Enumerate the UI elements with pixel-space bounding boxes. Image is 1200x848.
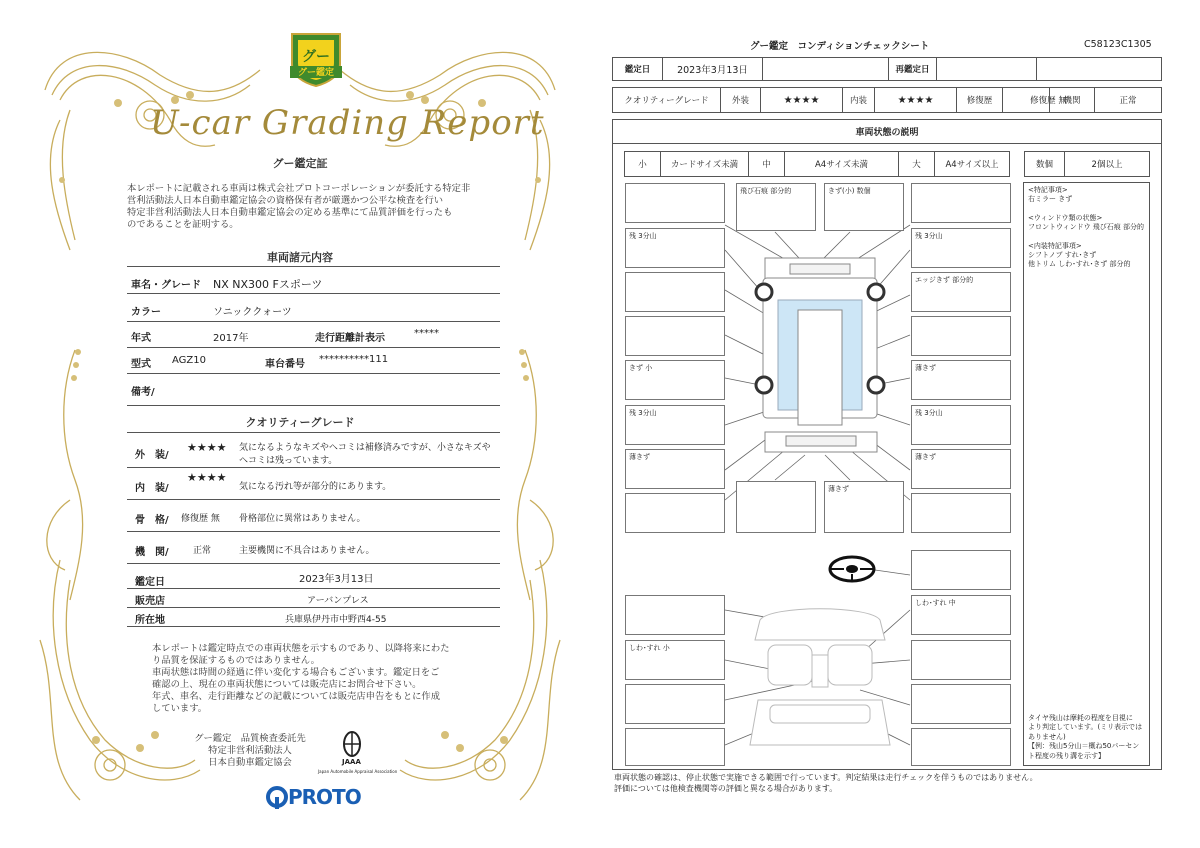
spec-heading: 車両諸元内容: [267, 251, 333, 264]
damage-label: きず 小: [629, 364, 653, 372]
engine-value: 正常: [1119, 96, 1137, 106]
damage-box: [911, 316, 1011, 356]
intro-line: 特定非営利活動法人日本自動車鑑定協会の定める基準にて品質評価を行ったも: [127, 207, 453, 218]
appraisal-date: 2023年3月13日: [663, 58, 763, 80]
exterior-desc: 気になるようなキズやヘコミは補修済みですが、小さなキズや: [239, 443, 491, 453]
damage-box: [625, 316, 725, 356]
damage-box: [911, 493, 1011, 533]
spec-row-color: [127, 294, 500, 322]
spec-row-year: [127, 322, 500, 348]
damage-box: [625, 449, 725, 489]
chassis-number: **********111: [319, 354, 389, 365]
appraisal-row-dealer: [127, 589, 500, 608]
exterior-label: 外装: [721, 88, 761, 112]
sheet-code: C58123C1305: [1084, 39, 1152, 50]
sheet-footer-line: 車両状態の確認は、停止状態で実施できる範囲で行っています。判定結果は走行チェックを伴うものではありません。: [614, 773, 1038, 782]
tire-label: 残 3分山: [915, 232, 943, 240]
interior-stars: ★★★★: [875, 88, 957, 112]
quality-label: 外 装/: [135, 450, 169, 461]
interior-label: しわ･すれ 中: [915, 599, 956, 607]
size-small-desc: カードサイズ未満: [661, 152, 749, 176]
damage-label: 薄きず: [828, 485, 849, 493]
disclaimer-line: り品質を保証するものではありません。: [152, 655, 320, 666]
disclaimer: [152, 643, 492, 715]
intro-line: 営利活動法人日本自動車鑑定協会の資格保有者が厳選かつ公平な検査を行い: [127, 195, 444, 206]
condition-check-sheet: [600, 0, 1200, 848]
repair-value: 修復歴 無: [1003, 88, 1095, 112]
appraisal-label: 所在地: [135, 615, 165, 626]
note-text: 右ミラー きず: [1028, 195, 1073, 204]
interior-label: しわ･すれ 小: [629, 644, 670, 652]
reappraisal-label: 再鑑定日: [889, 58, 937, 80]
tire-label: 残 3分山: [629, 232, 657, 240]
interior-box: [625, 640, 725, 680]
jaaa-mark-icon: [318, 728, 398, 762]
note-text: タイヤ残山は摩耗の程度を目視に: [1028, 714, 1133, 722]
exterior-stars: ★★★★: [761, 88, 843, 112]
interior-stars: ★★★★: [187, 471, 227, 484]
appraisal-date: 2023年3月13日: [299, 574, 374, 585]
note-text: より判定しています。(ミリ表示では: [1028, 723, 1143, 732]
tire-label: 残 3分山: [629, 409, 657, 417]
repair-label: 修復歴: [957, 88, 1003, 112]
tire-box: [625, 228, 725, 268]
damage-label: 飛び石痕 部分的: [740, 187, 792, 195]
note-text: 他トリム しわ･すれ･きず 部分的: [1028, 260, 1131, 269]
disclaimer-line: 年式、車名、走行距離などの記載については販売店申告をもとに作成: [152, 691, 441, 702]
quality-label: 骨 格/: [135, 515, 169, 526]
quality-label: 機 関/: [135, 547, 169, 558]
interior-box: [911, 728, 1011, 766]
count-value: 2個以上: [1091, 160, 1123, 170]
note-heading: <ウィンドウ類の状態>: [1028, 213, 1103, 222]
size-mid-desc: A4サイズ未満: [785, 152, 899, 176]
damage-box: [824, 481, 904, 533]
dealer-address: 兵庫県伊丹市中野西4-55: [285, 615, 387, 625]
svg-text:グー: グー: [302, 49, 330, 65]
damage-label: きず(小) 数個: [828, 187, 871, 195]
damage-box: [736, 183, 816, 231]
size-small: 小: [625, 152, 661, 176]
proto-wordmark: PROTO: [288, 785, 361, 809]
spec-label: 備考/: [131, 387, 155, 398]
appraisal-row-address: [127, 608, 500, 627]
interior-box: [911, 595, 1011, 635]
interior-box: [911, 640, 1011, 680]
damage-box: [625, 272, 725, 312]
damage-box: [911, 360, 1011, 400]
interior-box: [625, 728, 725, 766]
spec-label: 車台番号: [265, 359, 305, 370]
disclaimer-line: 車両状態は時間の経過に伴い変化する場合もございます。鑑定日をご: [152, 667, 440, 678]
appraisal-label: 鑑定日: [135, 577, 165, 588]
interior-box: [911, 684, 1011, 724]
damage-label: 薄きず: [629, 453, 650, 461]
model-year: 2017年: [213, 333, 249, 344]
intro-paragraph: [127, 183, 507, 231]
damage-box: [911, 183, 1011, 223]
damage-box: [911, 272, 1011, 312]
disclaimer-line: しています。: [152, 703, 208, 714]
jaaa-emblem: [318, 728, 398, 780]
appraisal-row-date: [127, 564, 500, 589]
spec-label: 走行距離計表示: [315, 333, 385, 344]
intro-line: のであることを証明する。: [127, 219, 239, 230]
proto-mark-icon: [264, 783, 290, 811]
damage-box: [824, 183, 904, 231]
spec-row-remarks: [127, 374, 500, 406]
interior-box: [625, 595, 725, 635]
date-label: 鑑定日: [613, 58, 663, 80]
org-line: 日本自動車鑑定協会: [208, 757, 292, 768]
quality-row-frame: [127, 500, 500, 532]
appraisal-label: 販売店: [135, 596, 165, 607]
note-text: ト程度の残り溝を示す】: [1028, 751, 1105, 760]
spec-label: 車名・グレード: [131, 280, 201, 291]
jaaa-subtitle: Japan Automobile Appraisal Association: [318, 769, 398, 774]
interior-desc: 気になる汚れ等が部分的にあります。: [239, 482, 392, 492]
logo-text: グー鑑定: [297, 68, 334, 78]
tire-box: [625, 405, 725, 445]
damage-label: 薄きず: [915, 364, 936, 372]
exterior-stars: ★★★★: [187, 441, 227, 454]
interior-label: 内装: [843, 88, 875, 112]
tire-box: [911, 228, 1011, 268]
damage-box: [625, 360, 725, 400]
vehicle-name: NX NX300 Fスポーツ: [213, 278, 323, 291]
note-text: ありません): [1028, 732, 1066, 741]
spec-label: 型式: [131, 359, 151, 370]
tire-label: 残 3分山: [915, 409, 943, 417]
damage-label: エッジきず 部分的: [915, 276, 974, 284]
note-text: 【例：残山5分山＝概ね50パーセン: [1028, 742, 1140, 751]
goo-appraisal-logo: [286, 30, 346, 88]
spec-row-model: [127, 348, 500, 374]
damage-box: [625, 183, 725, 223]
note-heading: <特記事項>: [1028, 186, 1068, 194]
frame-desc: 骨格部位に異常はありません。: [239, 514, 366, 524]
sheet-title: グー鑑定 コンディションチェックシート: [750, 41, 930, 52]
frame-value: 修復歴 無: [181, 514, 220, 524]
dealer-name: アーバンプレス: [307, 596, 369, 606]
damage-label: 薄きず: [915, 453, 936, 461]
size-large: 大: [899, 152, 935, 176]
disclaimer-line: 確認の上、現在の車両状態については販売店にお問合せ下さい。: [152, 679, 422, 690]
size-mid: 中: [749, 152, 785, 176]
interior-box: [625, 684, 725, 724]
vehicle-color: ソニッククォーツ: [213, 307, 292, 318]
quality-row-engine: [127, 532, 500, 564]
quality-heading: クオリティーグレード: [245, 416, 355, 429]
engine-desc: 主要機関に不具合はありません。: [239, 546, 375, 556]
steering-wheel-icon: [830, 557, 874, 581]
sheet-footer-line: 評価については他検査機関等の評価と異なる場合があります。: [614, 784, 838, 793]
inspection-org: [180, 733, 320, 769]
intro-line: 本レポートに記載される車両は株式会社プロトコーポレーションが委託する特定非: [127, 183, 471, 194]
quality-label: 内 装/: [135, 483, 169, 494]
note-heading: <内装特記事項>: [1028, 241, 1082, 250]
grade-label: クオリティーグレード: [613, 88, 721, 112]
spec-label: 年式: [131, 333, 151, 344]
note-text: シフトノブ すれ･きず: [1028, 251, 1097, 260]
engine-label: 機関: [1049, 88, 1095, 112]
engine-value: 正常: [193, 546, 212, 556]
condition-heading: 車両状態の説明: [612, 119, 1162, 144]
spec-label: カラー: [131, 307, 161, 318]
model-code: AGZ10: [172, 355, 206, 366]
mileage-value: *****: [414, 328, 439, 339]
quality-row-exterior: [127, 433, 500, 468]
count-label: 数個: [1025, 152, 1065, 176]
org-line: グー鑑定 品質検査委託先: [194, 733, 306, 744]
damage-box: [911, 449, 1011, 489]
exterior-desc: ヘコミは残っています。: [239, 456, 338, 466]
size-large-desc: A4サイズ以上: [945, 160, 999, 170]
tire-box: [911, 405, 1011, 445]
spec-row-name: [127, 266, 500, 294]
report-title: U-car Grading Report: [150, 103, 545, 143]
note-text: フロントウィンドウ 飛び石痕 部分的: [1028, 223, 1145, 232]
steering-box: [911, 550, 1011, 590]
damage-box: [736, 481, 816, 533]
damage-box: [625, 493, 725, 533]
jaaa-label: JAAA: [342, 758, 361, 766]
proto-logo: [264, 783, 374, 813]
org-line: 特定非営利活動法人: [208, 745, 292, 756]
certificate-heading: グー鑑定証: [272, 157, 328, 170]
disclaimer-line: 本レポートは鑑定時点での車両状態を示すものであり、以降将来にわた: [152, 643, 450, 654]
quality-row-interior: [127, 468, 500, 500]
